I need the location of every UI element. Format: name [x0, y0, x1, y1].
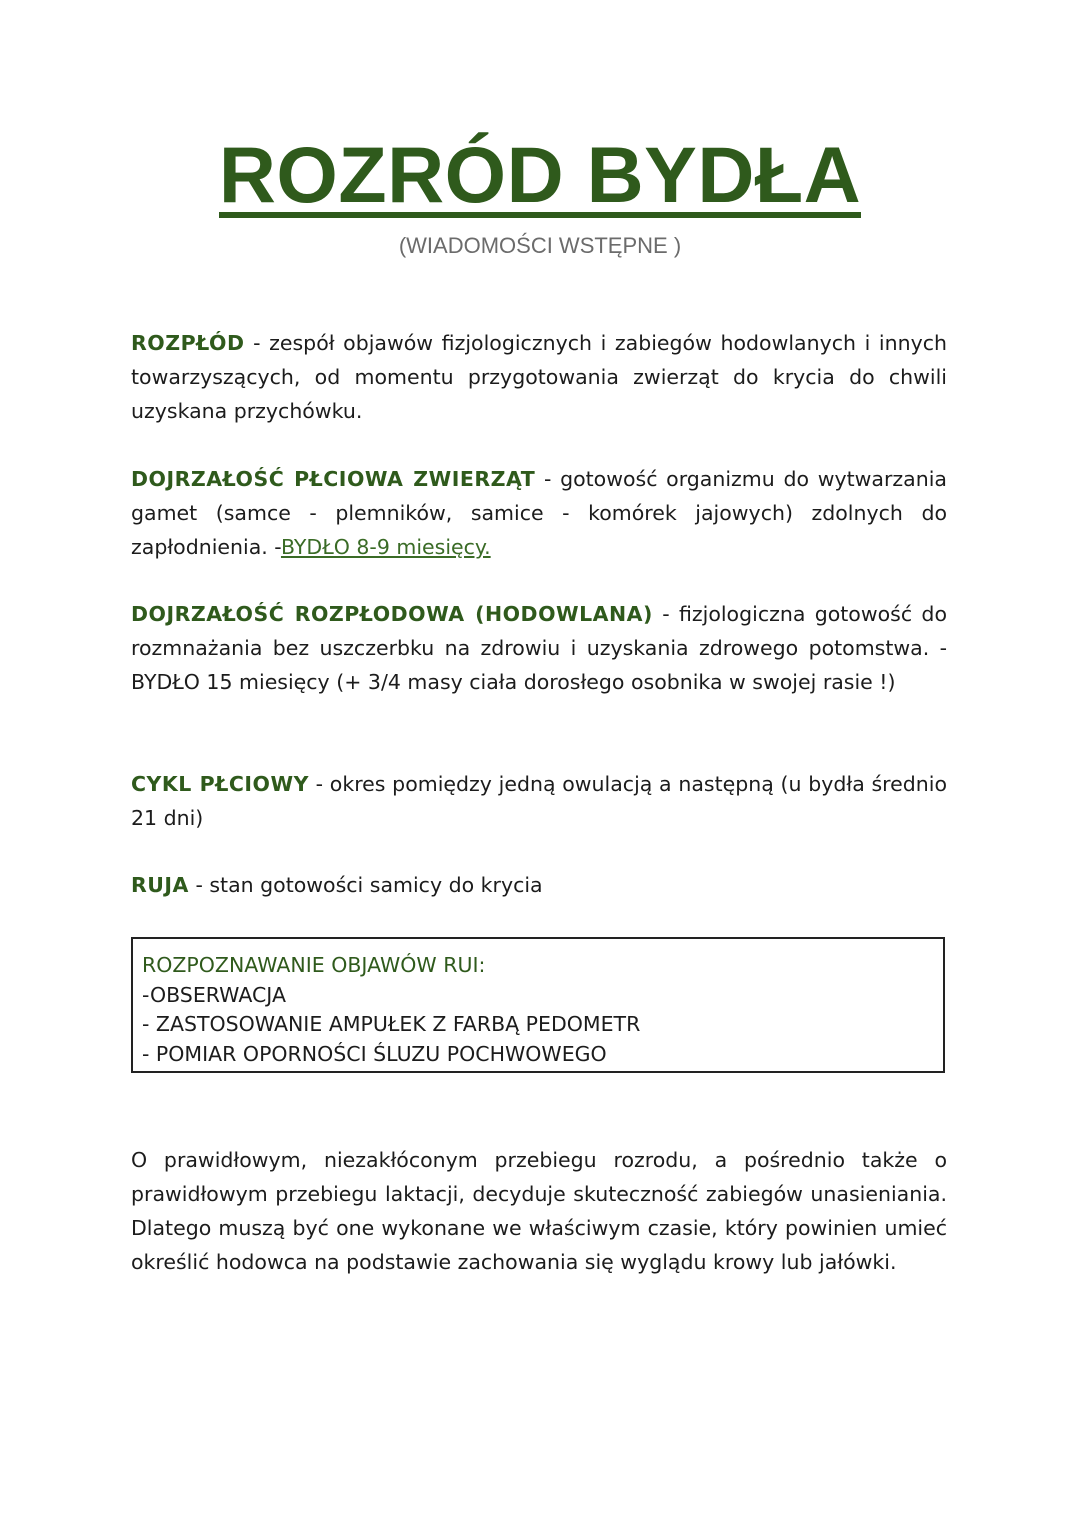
bydlo-age-link[interactable]: BYDŁO 8-9 miesięcy.	[280, 535, 491, 559]
definition-term: DOJRZAŁOŚĆ ROZPŁODOWA (HODOWLANA)	[131, 602, 653, 626]
definition-term: RUJA	[131, 873, 189, 897]
rui-recognition-box	[131, 937, 945, 1073]
definition-dojrzalosc-plciowa	[131, 462, 947, 564]
definition-term: CYKL PŁCIOWY	[131, 772, 309, 796]
definition-term: ROZPŁÓD	[131, 331, 245, 355]
definition-ruja	[131, 868, 947, 902]
definition-cykl-plciowy	[131, 767, 947, 835]
definition-rozplod	[131, 326, 947, 428]
box-item: -OBSERWACJA	[142, 982, 287, 1007]
definition-text: - fizjologiczna gotowość do rozmnażania bez uszczerbku na zdrowiu i uzyskania zdrowego potomstwa. - BYDŁO 15 miesięcy (+ 3/4 masy ciała dorosłego osobnika w swojej rasie !)	[131, 602, 947, 694]
closing-paragraph: O prawidłowym, niezakłóconym przebiegu rozrodu, a pośrednio także o prawidłowym przebiegu laktacji, decyduje skuteczność zabiegów unasieniania. Dlatego muszą być one wykonane we właściwym czasie, który powinien umieć określić hodowca na podstawie zachowania się wyglądu krowy lub jałówki.	[131, 1148, 947, 1274]
page-subtitle: (WIADOMOŚCI WSTĘPNE )	[398, 233, 682, 258]
definition-text: - okres pomiędzy jedną owulacją a następną (u bydła średnio 21 dni)	[131, 772, 948, 830]
page-title	[0, 132, 1080, 218]
definition-text: - stan gotowości samicy do krycia	[188, 873, 543, 897]
definition-dojrzalosc-rozplodowa	[131, 597, 947, 699]
box-heading: ROZPOZNAWANIE OBJAWÓW RUI:	[142, 953, 486, 977]
definition-text: - zespół objawów fizjologicznych i zabiegów hodowlanych i innych towarzyszących, od momentu przygotowania zwierząt do krycia do chwili uzyskana przychówku.	[131, 331, 947, 423]
definition-term: DOJRZAŁOŚĆ PŁCIOWA ZWIERZĄT	[131, 467, 536, 491]
definition-text: - gotowość organizmu do wytwarzania gamet (samce - plemników, samice - komórek jajowych) zdolnych do zapłodnienia. -	[131, 467, 947, 559]
page-title-text: ROZRÓD BYDŁA	[218, 130, 862, 219]
box-item: - POMIAR OPORNOŚCI ŚLUZU POCHWOWEGO	[142, 1041, 607, 1066]
box-item: - ZASTOSOWANIE AMPUŁEK Z FARBĄ PEDOMETR	[142, 1012, 641, 1036]
